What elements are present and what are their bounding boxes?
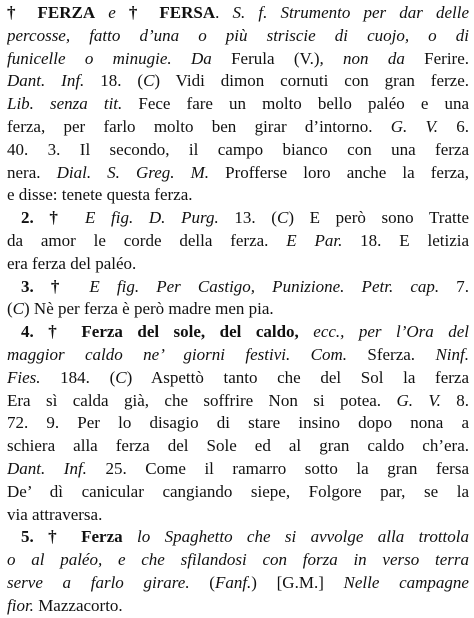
entry-text: Fanf. bbox=[214, 572, 252, 592]
entry-text: E Par. bbox=[286, 230, 343, 250]
entry-text: 3. † bbox=[21, 276, 90, 296]
entry-line bbox=[7, 70, 469, 93]
entry-line bbox=[7, 162, 469, 185]
entry-text: . bbox=[215, 3, 233, 22]
entry-text: Lib. senza tit. bbox=[7, 94, 123, 114]
entry-text: 18. E letizia bbox=[342, 230, 469, 250]
entry-text: E fig. D. Purg. bbox=[85, 208, 219, 228]
entry-text: 18. ( bbox=[84, 71, 144, 91]
entry-text: G. V. bbox=[390, 116, 438, 136]
entry-text: 4. † Ferza del sole, del caldo, bbox=[21, 322, 314, 342]
entry-text: Ninf. bbox=[435, 344, 469, 364]
entry-line bbox=[7, 504, 469, 527]
entry-text: 25. Come il ramarro sotto la gran fersa bbox=[86, 458, 469, 478]
entry-line bbox=[7, 526, 469, 549]
entry-text: † FERSA bbox=[128, 3, 216, 22]
entry-line bbox=[7, 48, 469, 71]
entry-line bbox=[7, 435, 469, 458]
entry-text: e bbox=[95, 3, 129, 22]
entry-text: o al paléo, e che sfilandosi con forza in verso terra bbox=[7, 550, 469, 570]
entry-line bbox=[7, 390, 469, 413]
entry-text: ) Nè per ferza è però madre men pia. bbox=[24, 299, 274, 319]
entry-line bbox=[7, 298, 469, 321]
entry-text: Era sì calda già, che soffrire Non si potea. bbox=[7, 390, 397, 410]
entry-text: Nelle campagne bbox=[343, 572, 469, 592]
entry-text: maggior caldo ne’ giorni festivi. Com. bbox=[7, 344, 347, 364]
entry-text: 5. † Ferza bbox=[21, 527, 137, 547]
entry-text: da amor le corde della ferza. bbox=[7, 230, 287, 250]
entry-text: e disse: tenete questa ferza. bbox=[7, 185, 193, 205]
entry-text: 8. bbox=[440, 390, 469, 410]
entry-text: † FERZA bbox=[7, 3, 96, 22]
entry-text: ) [G.M.] bbox=[251, 572, 344, 592]
entry-text: lo Spaghetto che si avvolge alla trottola bbox=[136, 527, 469, 547]
entry-text: C bbox=[276, 208, 289, 228]
entry-line bbox=[7, 2, 469, 25]
entry-line bbox=[7, 572, 469, 595]
entry-text: percosse, fatto d’una o più striscie di cuojo, o di bbox=[7, 25, 469, 45]
entry-text: ( bbox=[189, 572, 215, 592]
entry-text: fior. bbox=[7, 595, 34, 615]
entry-line bbox=[7, 93, 469, 116]
entry-text: Fece fare un molto bello paléo e una bbox=[122, 94, 469, 114]
entry-text: Fies. bbox=[7, 367, 41, 387]
entry-text: E fig. Per Castigo, Punizione. Petr. cap. bbox=[89, 276, 440, 296]
entry-line bbox=[7, 253, 469, 276]
entry-text: 72. 9. Per lo disagio di stare insino dopo nona a bbox=[7, 413, 469, 433]
entry-text: 6. bbox=[437, 116, 469, 136]
entry-text: , non da bbox=[319, 48, 425, 68]
entry-text: 13. ( bbox=[218, 208, 277, 228]
entry-text: ecc., per l’Ora del bbox=[313, 322, 469, 342]
entry-text: ) Aspettò tanto che del Sol la ferza bbox=[126, 367, 469, 387]
entry-line bbox=[7, 458, 469, 481]
entry-line bbox=[7, 549, 469, 572]
entry-line bbox=[7, 481, 469, 504]
entry-text: G. V. bbox=[396, 390, 441, 410]
entry-text: C bbox=[12, 299, 25, 319]
entry-text: Dial. S. Greg. M. bbox=[56, 162, 210, 182]
entry-text: Sferza. bbox=[346, 344, 436, 364]
entry-text: ) Vidi dimon cornuti con gran ferze. bbox=[154, 71, 469, 91]
entry-line bbox=[7, 595, 469, 618]
entry-text: 184. ( bbox=[40, 367, 116, 387]
entry-text: Ferire. bbox=[424, 48, 469, 68]
entry-text: era ferza del paléo. bbox=[7, 253, 137, 273]
entry-text: 2. † bbox=[21, 208, 85, 228]
entry-text: C bbox=[143, 71, 155, 91]
entry-line bbox=[7, 207, 469, 230]
entry-line bbox=[7, 116, 469, 139]
entry-line bbox=[7, 276, 469, 299]
entry-line bbox=[7, 25, 469, 48]
entry-text: C bbox=[115, 367, 127, 387]
entry-text: via attraversa. bbox=[7, 504, 103, 524]
entry-text: ferza, per farlo molto ben girar d’intorno. bbox=[7, 116, 391, 136]
entry-text: 7. bbox=[439, 276, 469, 296]
entry-line bbox=[7, 184, 469, 207]
entry-text: 40. 3. Il secondo, il campo bianco con una ferza bbox=[7, 139, 469, 159]
entry-text: schiera alla ferza del Sole ed al gran caldo ch’era. bbox=[7, 436, 469, 456]
entry-text: ( bbox=[7, 299, 13, 319]
entry-text: nera. bbox=[7, 162, 57, 182]
entry-text: Dant. Inf. bbox=[7, 71, 85, 91]
entry-text: ) E però sono Tratte bbox=[288, 208, 469, 228]
entry-text: Mazzacorto. bbox=[33, 595, 123, 615]
entry-line bbox=[7, 412, 469, 435]
entry-text: Ferula (V.) bbox=[231, 48, 320, 68]
entry-text: Dant. Inf. bbox=[7, 458, 87, 478]
entry-text: S. f. Strumento per dar delle bbox=[232, 3, 469, 22]
entry-line bbox=[7, 139, 469, 162]
entry-line bbox=[7, 344, 469, 367]
entry-text: Profferse loro anche la ferza, bbox=[209, 162, 469, 182]
entry-line bbox=[7, 367, 469, 390]
entry-text: De’ dì canicular cangiando siepe, Folgore par, se la bbox=[7, 481, 469, 501]
entry-line bbox=[7, 230, 469, 253]
entry-text: funicelle o minugie. Da bbox=[7, 48, 232, 68]
entry-text: serve a farlo girare. bbox=[7, 572, 190, 592]
entry-line bbox=[7, 321, 469, 344]
